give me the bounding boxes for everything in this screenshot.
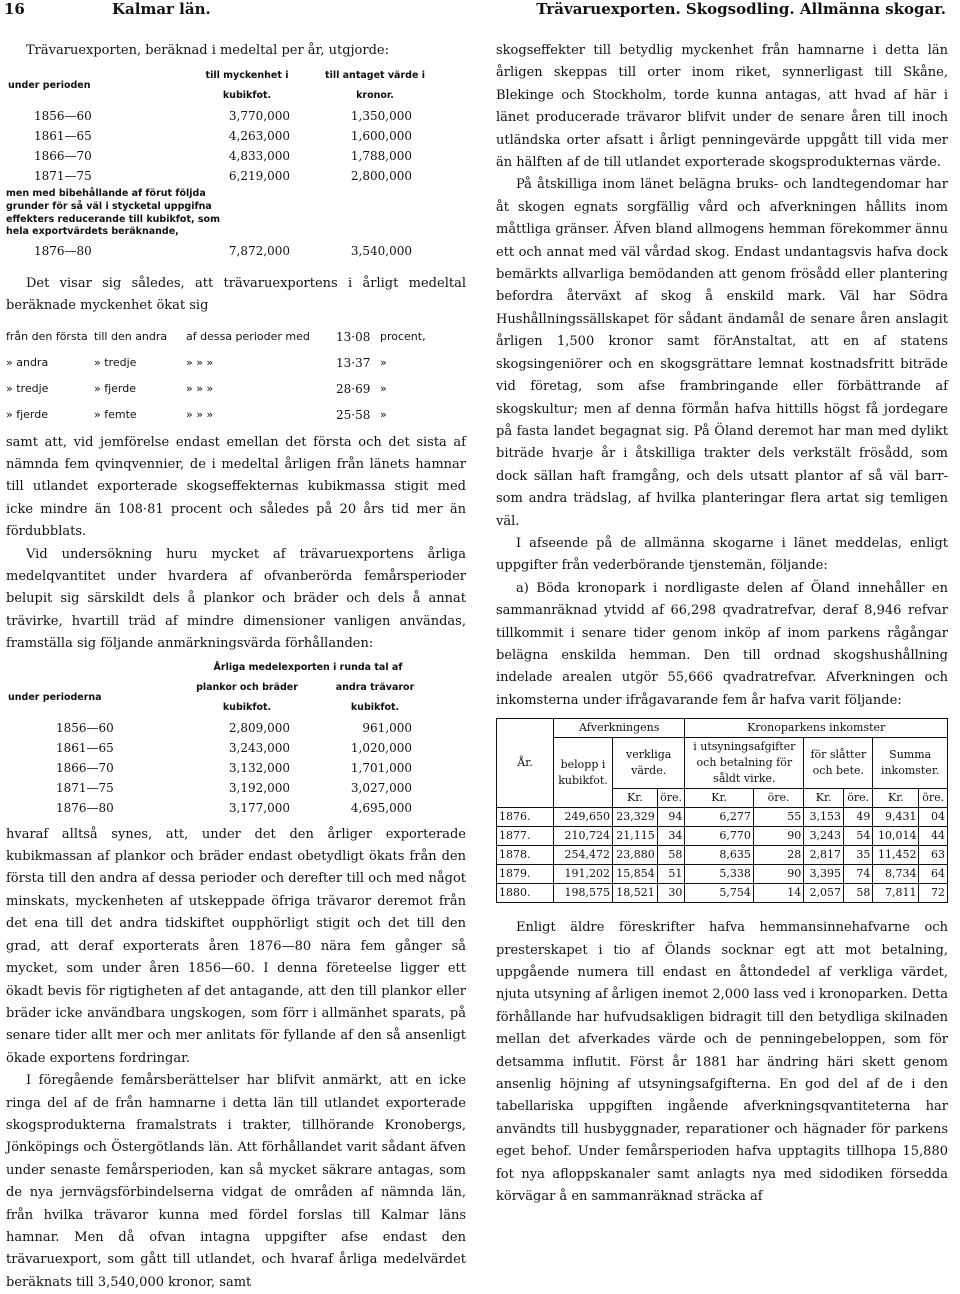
unit-ore: öre. [657,789,685,808]
rate-unit: » [380,381,387,395]
rate-to: » fjerde [94,381,137,395]
rate-text: » » » [186,381,214,395]
cell: 44 [919,827,948,846]
rate-text: » » » [186,355,214,369]
table-row [6,758,436,778]
col-amount: belopp i kubikfot. [554,738,613,808]
col-value: till antaget värde i kronor. [325,70,425,102]
cell: 28 [753,846,803,865]
cell: 64 [919,865,948,884]
cell: 11,452 [873,846,919,865]
cell: 254,472 [554,846,613,865]
table-row [497,865,948,884]
period-cell: 1866—70 [56,760,114,775]
paragraph: Enligt äldre föreskrifter hafva hemmansinnehafvarne och presterskapet i tio af Ölands socknar egt att mot betalning, uppgående numera till endast en åttondedel af verkliga värdet, njuta utsyning af årligen inemot 2,000 lass ved i kronoparken. Detta förhållande har hufvudsakligen bidragit till den betydliga skilnaden mellan det afverkades värde och de penningebeloppen, som för detsamma influtit. Först år 1881 har ändring häri skett genom ansenlig höjning af utsyningsafgifterna. En god del af de i den tabellariska uppgiften ingående afverkningsqvantiteterna har användts till husbyggnader, reparationer och hägnader för parkens eget behof. Under femårsperioden hafva upptagits tillhopa 15,880 fot nya afloppskanaler samt anlagts nya med sidodiken förseddа körvägar å en sammanräknad sträcka af [496,920,948,1205]
cell: 2,057 [804,884,844,903]
other-cell: 961,000 [362,720,412,735]
cell: 249,650 [554,808,613,827]
col-real-value: verkliga värde. [613,738,685,789]
col-period: under perioden [8,80,91,92]
rate-from: » tredje [6,381,49,395]
cell: 5,338 [685,865,753,884]
cell: 2,817 [804,846,844,865]
cell: 34 [657,827,685,846]
cell: 04 [919,808,948,827]
paragraph: skogseffekter till betydlig myckenhet från hamnarne i detta län årligen skeppas till orter inom riket, synnerligast till Skåne, Blekinge och Stockholm, torde kunna antagas, att hvad af här i länet producerade trävaror blifvit under de senare åren till inoch utländska orter afsatt i årligt penningevärde uppgått till vida mer än hälften af de till utlandet exporterade skogsprodukternas värde. [496,43,948,171]
rate-to: » femte [94,407,137,421]
unit-ore: öre. [753,789,803,808]
table-row [497,884,948,903]
cell: 7,811 [873,884,919,903]
cell: 30 [657,884,685,903]
unit-ore: öre. [919,789,948,808]
period-cell: 1861—65 [34,129,92,144]
cell: 1877. [497,827,554,846]
cell: 63 [919,846,948,865]
table-row [497,827,948,846]
cell: 58 [657,846,685,865]
boda-park-table [496,718,948,903]
page-number: 16 [4,0,25,18]
rates-list [6,324,466,428]
unit-kr: Kr. [613,789,658,808]
right-column [496,40,948,1208]
cell: 51 [657,865,685,884]
rate-line [6,324,466,350]
table-row [6,738,436,758]
col-fees: i utsyningsafgifter och betalning för såldt virke. [685,738,804,789]
cell: 55 [753,808,803,827]
cell: 23,329 [613,808,658,827]
quantity-cell: 3,770,000 [228,109,290,124]
cell: 9,431 [873,808,919,827]
cell: 14 [753,884,803,903]
split-table-title: Årliga medelexporten i runda tal af [213,661,403,673]
rate-to: » tredje [94,355,137,369]
col-planks: plankor och bräder kubikfot. [196,681,298,713]
cell: 1878. [497,846,554,865]
value-cell: 3,540,000 [350,243,412,258]
value-cell: 2,800,000 [350,169,412,184]
cell: 72 [919,884,948,903]
paragraph: I föregående femårsberättelser har blifvit anmärkt, att en icke ringa del af de från hamnarne i detta län till utlandet exporterade skogsprodukterna framalstrats i trakter, tillhörande Kronobergs, Jönköpings och Östergötlands län. Att förhållandet varit sådant äfven under senaste femårsperioden, kan så mycket säkrare antagas, som de nya jernvägsförbindelserna vidgat de områden af nämnda län, från hvilka trävaror kunna med fördel forslas till Kalmar läns hamnar. Men då ofvan intagna uppgifter afse endast den trävaruexport, som gått till utlandet, och hvaraf årliga medelvärdet beräknats till 3,540,000 kronor, samt [6,1073,466,1290]
col-group-felling: Afverkningens [554,719,685,738]
col-periods: under perioderna [8,691,102,703]
value-cell: 1,788,000 [350,149,412,164]
cell: 54 [844,827,873,846]
planks-cell: 3,192,000 [228,780,290,795]
period-cell: 1871—75 [56,780,114,795]
cell: 49 [844,808,873,827]
cell: 3,395 [804,865,844,884]
cell: 3,243 [804,827,844,846]
export-note: men med bibehållande af förut följda grunder för så väl i stycketal uppgifna effekters reducerande till kubikfot, som hela exportvärdets beräknande, [6,188,220,238]
unit-kr: Kr. [873,789,919,808]
other-cell: 1,020,000 [350,740,412,755]
table-row [6,778,436,798]
other-cell: 3,027,000 [350,780,412,795]
period-cell: 1861—65 [56,740,114,755]
rate-value: 25·58 [336,407,371,422]
col-grazing: för slåtter och bete. [804,738,873,789]
export-table-head [6,66,436,106]
cell: 198,575 [554,884,613,903]
rate-value: 13·37 [336,355,371,370]
rate-from: » fjerde [6,407,49,421]
col-group-income: Kronoparkens inkomster [685,719,948,738]
rate-to: till den andra [94,329,168,343]
cell: 1880. [497,884,554,903]
paragraph: a) Böda kronopark i nordligaste delen af Öland innehåller en sammanräknad ytvidd af 66,298 qvadratrefvar, deraf 8,946 refvar tillkommit i senare tider genom inköp af inom parkens rågångar belägna enskilda hemman. Den till ordnad skogshushållning indelade arealen utgör 55,666 qvadratrefvar. Afverkningen och inkomsterna under ifrågavarande fem år hafva varit följande: [496,580,948,708]
rate-line [6,402,466,428]
rate-value: 13·08 [336,329,371,344]
period-cell: 1871—75 [34,169,92,184]
export-split-table [6,658,436,818]
cell: 90 [753,865,803,884]
unit-kr: Kr. [804,789,844,808]
value-cell: 1,600,000 [350,129,412,144]
rate-text: » » » [186,407,214,421]
col-year: År. [497,719,554,808]
rate-line [6,350,466,376]
cell: 8,635 [685,846,753,865]
table-row [6,106,436,126]
running-head-left: Kalmar län. [112,0,211,18]
cell: 5,754 [685,884,753,903]
cell: 8,734 [873,865,919,884]
cell: 15,854 [613,865,658,884]
paragraph: Det visar sig således, att trävaruexportens i årligt medeltal beräknade myckenhet ökat sig [6,275,466,314]
table-row [6,718,436,738]
quantity-cell: 4,263,000 [228,129,290,144]
rate-unit: procent, [380,329,426,343]
rate-text: af dessa perioder med [186,329,310,343]
export-title: Trävaruexporten, beräknad i medeltal per år, utgjorde: [26,43,389,58]
other-cell: 1,701,000 [350,760,412,775]
rate-unit: » [380,355,387,369]
planks-cell: 2,809,000 [228,720,290,735]
cell: 35 [844,846,873,865]
col-other: andra trävaror kubikfot. [335,681,415,713]
period-cell: 1876—80 [56,800,114,815]
rate-value: 28·69 [336,381,371,396]
cell: 1876. [497,808,554,827]
table-row [6,126,436,146]
unit-kr: Kr. [685,789,753,808]
cell: 1879. [497,865,554,884]
rate-unit: » [380,407,387,421]
cell: 3,153 [804,808,844,827]
quantity-cell: 4,833,000 [228,149,290,164]
cell: 18,521 [613,884,658,903]
table-row [497,808,948,827]
table-row [6,241,436,261]
running-head-right: Trävaruexporten. Skogsodling. Allmänna skogar. [536,0,946,18]
cell: 21,115 [613,827,658,846]
export-table [6,66,436,260]
rate-from: » andra [6,355,49,369]
value-cell: 1,350,000 [350,109,412,124]
table-row [6,166,436,186]
cell: 58 [844,884,873,903]
period-cell: 1866—70 [34,149,92,164]
period-cell: 1856—60 [56,720,114,735]
cell: 23,880 [613,846,658,865]
unit-ore: öre. [844,789,873,808]
table-row [497,846,948,865]
paragraph: samt att, vid jemförelse endast emellan det första och det sista af nämnda fem qvinqvennier, de i medeltal årligen från länets hamnar till utlandet exporterade skogseffekternas kubikmassa stigit med icke mindre än 108·81 procent och således på 20 års tid mer än fördubblats. [6,434,466,540]
other-cell: 4,695,000 [350,800,412,815]
period-cell: 1876—80 [34,243,92,258]
cell: 90 [753,827,803,846]
table-row [6,798,436,818]
cell: 94 [657,808,685,827]
col-total: Summa inkomster. [873,738,948,789]
cell: 74 [844,865,873,884]
planks-cell: 3,177,000 [228,800,290,815]
planks-cell: 3,243,000 [228,740,290,755]
period-cell: 1856—60 [34,109,92,124]
quantity-cell: 6,219,000 [228,169,290,184]
paragraph: Vid undersökning huru mycket af trävaruexportens årliga medelqvantitet under hvardera af ofvanberörda femårsperioder belupit sig särskildt dels å plankor och bräder och dels å annat trävirke, hvartill träd af mindre dimensioner vanligen användas, framställa sig följande anmärkningsvärda förhållanden: [6,546,466,652]
paragraph: hvaraf alltså synes, att, under det den årliger exporterade kubikmassan af plankor och bräder endast obetydligt ökats från den första till den andra af dessa perioder och derefter till och med något minskats, myckenheten af utskeppade öfriga trävaror deremot från det ena till det andra tidskiftet oupphörligt stigit och det till den grad, att deraf exporterats åren 1876—80 nära fem gånger så mycket, som under åren 1856—60. I denna företeelse ligger ett ökadt bevis för rigtigheten af det antagande, att den till plankor eller bräder icke användbara ungskogen, som förr i allmänhet sparats, på senare tider allt mer och mer anlitats för fyllande af den så ansenligt ökade exportens fordringar. [6,826,466,1066]
cell: 210,724 [554,827,613,846]
table-row [6,146,436,166]
rate-from: från den första [6,329,88,343]
col-quantity: till myckenhet i kubikfot. [205,70,289,102]
paragraph: På åtskilliga inom länet belägna bruks- och landtegendomar har åt skogen egnats sorgfällig vård och afverkningen hållits inom måttliga gränser. Äfven bland allmogens hemman förekommer ännu ett och annat med väl vårdad skog. Endast undantagsvis hafva dock bemärkts allvarliga bemödanden att genom frösådd eller plantering befordra återväxt af skog å enskild mark. Väl har Södra Hushållningssällskapet för sådant ändamål de senare åren anslagit årligen 1,500 kronor samt förAnstaltat, att en af statens skogsingeniörer och en skogsgrättare lemnat kostnadsfritt biträde vid företag, som afse frambringande eller förbättrande af skogskultur; men af denna förmån hafva hittills högst få jordegare på fasta landet begagnat sig. På Öland deremot har man med dylikt biträde hvarje år i åtskilliga trakter dels verkstält frösådd, som dock sällan haft framgång, och dels utsatt plantor af så väl barr- som andra trädslag, af hvilka planteringar flera artat sig temligen väl. [496,177,948,529]
paragraph: I afseende på de allmänna skogarne i länet meddelas, enligt uppgifter från vederbörande tjenstemän, följande: [496,535,948,574]
planks-cell: 3,132,000 [228,760,290,775]
rate-line [6,376,466,402]
cell: 6,277 [685,808,753,827]
quantity-cell: 7,872,000 [228,243,290,258]
cell: 10,014 [873,827,919,846]
cell: 6,770 [685,827,753,846]
cell: 191,202 [554,865,613,884]
left-column [6,40,466,1294]
